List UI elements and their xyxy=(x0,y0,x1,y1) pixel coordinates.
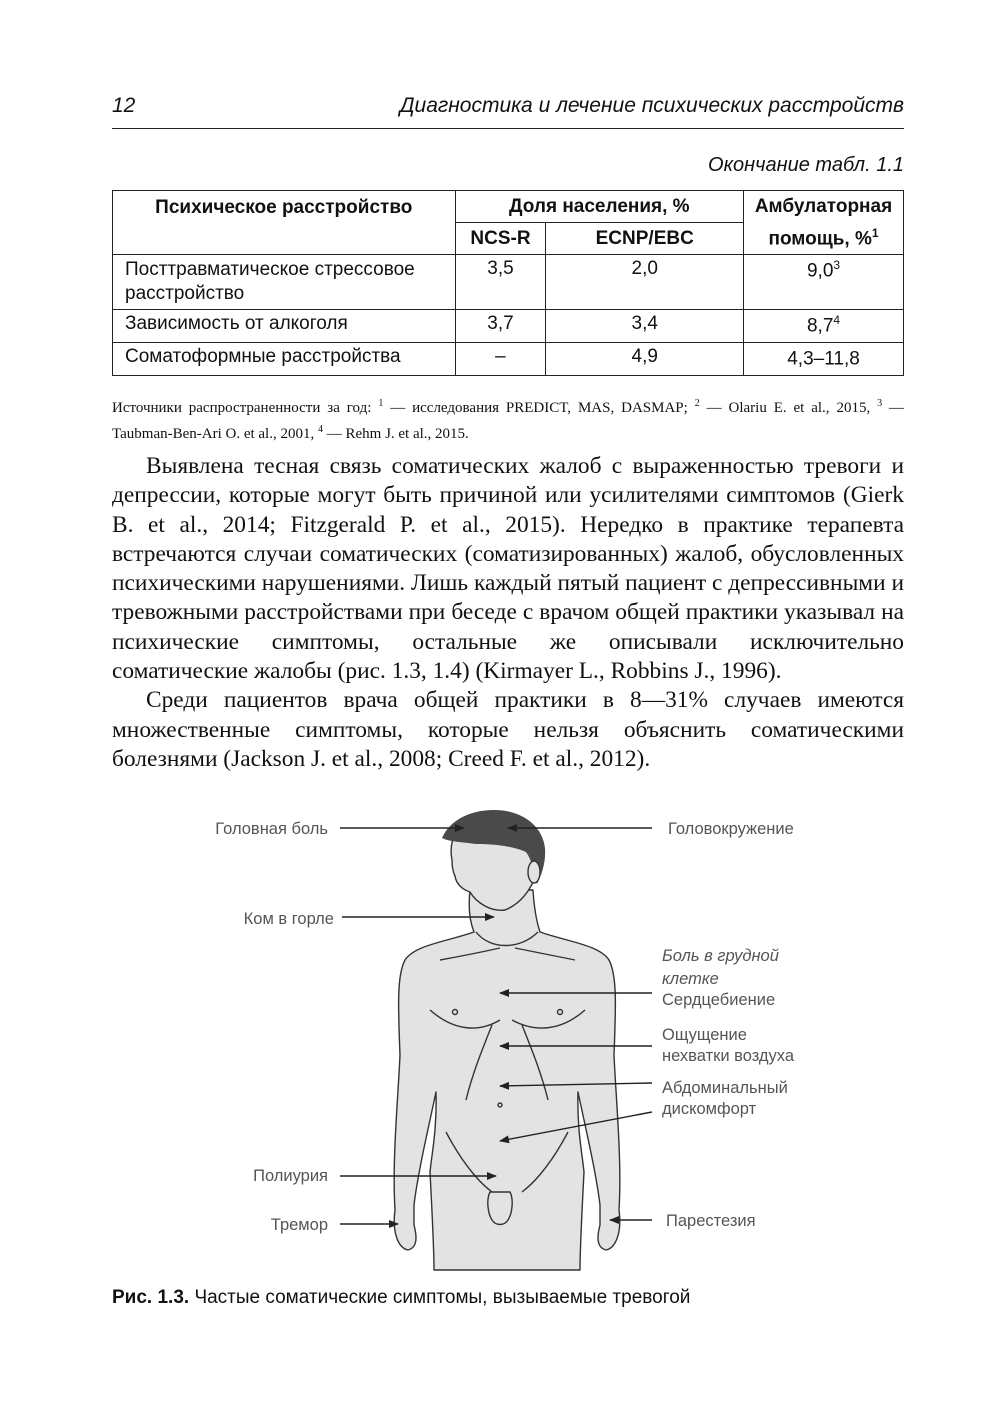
header-outpatient xyxy=(744,191,904,255)
table-sources-note xyxy=(112,393,904,445)
table-continuation-label: Окончание табл. 1.1 xyxy=(708,154,904,176)
cell-ncsr: 3,7 xyxy=(455,310,546,343)
sources-text: — исследования PREDICT, MAS, DASMAP; xyxy=(383,400,695,416)
sources-text: Источники распространенности за год: xyxy=(112,400,379,416)
label-chest-pain: клетке xyxy=(662,970,719,988)
label-palpitations: Сердцебиение xyxy=(662,991,776,1009)
label-abdominal-discomfort: дискомфорт xyxy=(662,1100,757,1118)
prevalence-table xyxy=(112,190,904,376)
sources-text: — Olariu E. et al., 2015, xyxy=(699,400,878,416)
cell-outpatient-value: 4,3–11,8 xyxy=(787,348,860,370)
cell-outpatient xyxy=(744,310,904,343)
cell-outpatient-sup: 3 xyxy=(833,258,841,272)
sources-sup: 2 xyxy=(694,398,700,409)
label-dizziness: Головокружение xyxy=(668,820,794,838)
paragraph: Среди пациентов врача общей практики в 8—31% случаев имеются множественные симптомы, которые нельзя объяснить соматическими болезнями (Jackson J. et al., 2008; Creed F. et al., 2012). xyxy=(112,687,904,772)
header-ecnp: ECNP/EBC xyxy=(546,223,744,255)
table-row xyxy=(113,310,904,343)
cell-disorder: Соматоформные расстройства xyxy=(113,343,456,376)
cell-outpatient xyxy=(744,255,904,310)
cell-outpatient-value: 9,0 xyxy=(806,260,834,282)
cell-ncsr: 3,5 xyxy=(455,255,546,310)
header-population-share: Доля населения, % xyxy=(455,191,744,223)
cell-disorder: Зависимость от алкоголя xyxy=(113,310,456,343)
cell-ecnp: 4,9 xyxy=(546,343,744,376)
table-row xyxy=(113,343,904,376)
body-text xyxy=(112,452,904,774)
label-air-hunger: Ощущение xyxy=(662,1026,747,1044)
cell-ncsr: – xyxy=(455,343,546,376)
table-row xyxy=(113,255,904,310)
body-symptoms-figure xyxy=(0,800,1000,1280)
sources-text: — Rehm J. et al., 2015. xyxy=(322,426,469,442)
book-title: Диагностика и лечение психических расстройств xyxy=(399,94,904,117)
caption-label: Рис. 1.3. xyxy=(112,1287,190,1308)
sources-text: — Taubman-Ben-Ari O. et al., 2001, xyxy=(112,400,905,442)
paragraph: Выявлена тесная связь соматических жалоб с выраженностью тревоги и депрессии, которые могут быть причиной или усилителями симптомов (Gierk B. et al., 2014; Fitzgerald P. et al., 2015). Нередко в практике терапевта встречаются случаи соматических (соматизированных) жалоб, обусловленных психическими нарушениями. Лишь каждый пятый пациент с депрессивными и тревожными расстройствами при беседе с врачом общей практики указывал на психические симптомы, остальные же описывали исключительно соматические жалобы (рис. 1.3, 1.4) (Kirmayer L., Robbins J., 1996). xyxy=(112,453,904,685)
header-disorder: Психическое расстройство xyxy=(113,191,456,255)
ear xyxy=(528,861,540,883)
cell-ecnp: 3,4 xyxy=(546,310,744,343)
sources-sup: 1 xyxy=(378,398,384,409)
cell-disorder: Посттравматическое стрессовое расстройство xyxy=(113,255,456,310)
label-chest-pain: Боль в грудной xyxy=(662,947,779,965)
cell-ecnp: 2,0 xyxy=(546,255,744,310)
label-abdominal-discomfort: Абдоминальный xyxy=(662,1079,788,1097)
groin xyxy=(488,1192,512,1225)
label-polyuria: Полиурия xyxy=(253,1167,328,1185)
caption-text: Частые соматические симптомы, вызываемые тревогой xyxy=(189,1287,691,1308)
cell-outpatient xyxy=(744,343,904,376)
running-head xyxy=(112,94,904,129)
label-lump-throat: Ком в горле xyxy=(243,910,334,928)
header-ncsr: NCS-R xyxy=(455,223,546,255)
sources-sup: 4 xyxy=(317,424,323,435)
label-air-hunger: нехватки воздуха xyxy=(662,1047,795,1065)
header-outpatient-text: Амбулаторная помощь, % xyxy=(754,195,893,250)
cell-outpatient-sup: 4 xyxy=(833,313,841,327)
figure-caption xyxy=(112,1287,690,1309)
label-headache: Головная боль xyxy=(215,820,328,838)
header-outpatient-sup: 1 xyxy=(871,225,879,240)
cell-outpatient-value: 8,7 xyxy=(806,315,834,337)
label-tremor: Тремор xyxy=(270,1216,328,1234)
label-paresthesia: Парестезия xyxy=(666,1212,756,1230)
human-figure-illustration xyxy=(394,810,620,1270)
page-number: 12 xyxy=(112,94,136,117)
sources-sup: 3 xyxy=(877,398,883,409)
